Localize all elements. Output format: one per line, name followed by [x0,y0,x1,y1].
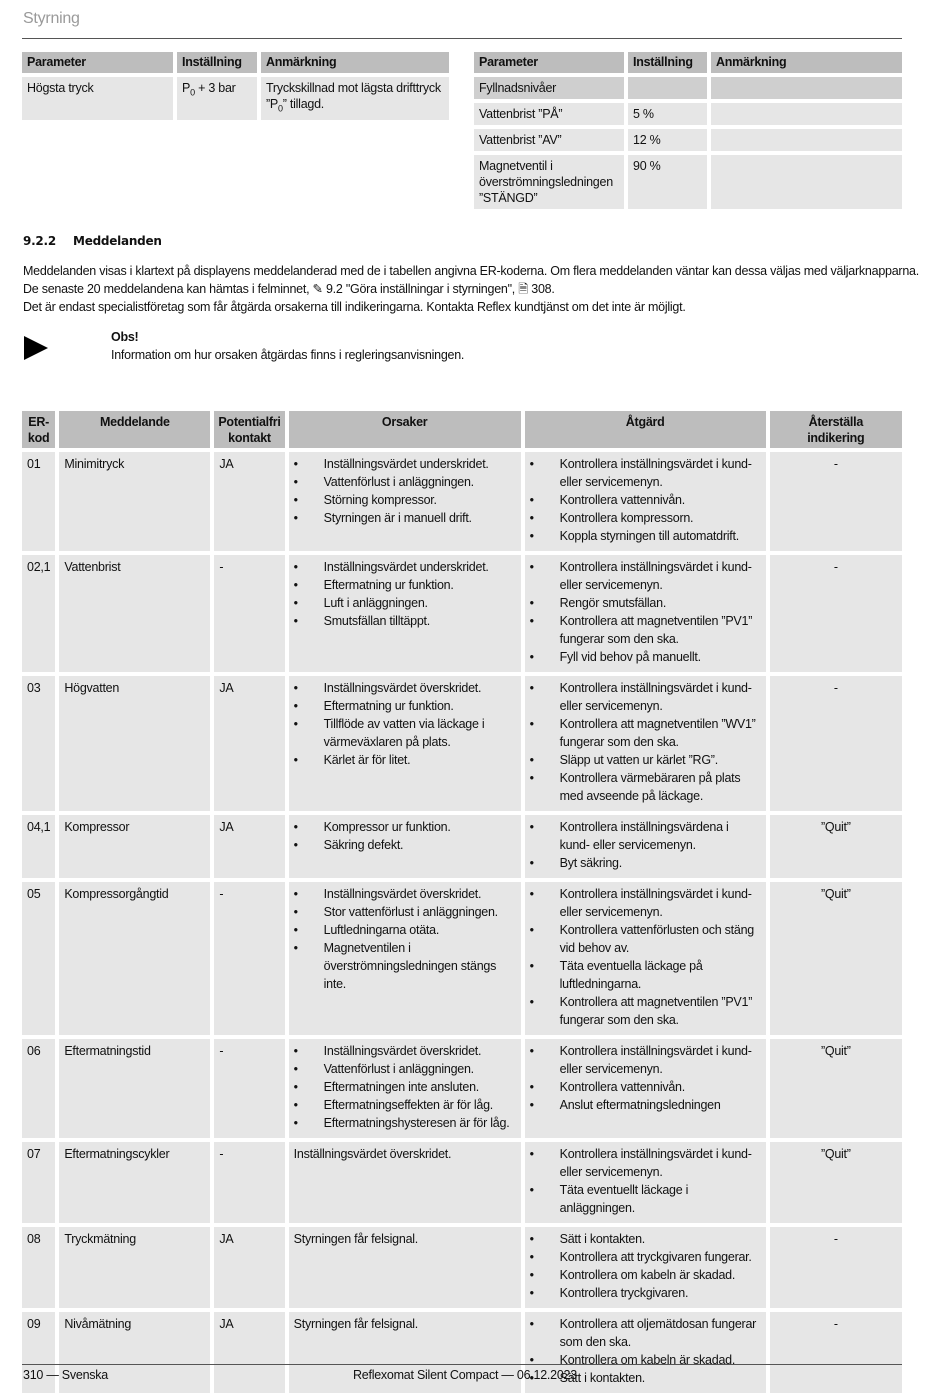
col-header-code: ER- kod [22,411,55,448]
cell-contact: - [214,882,284,1035]
cell-contact: JA [214,1312,284,1393]
cell-setting: 5 % [628,103,707,125]
intro-line: Meddelanden visas i klartext på displayens meddelanderad med de i tabellen angivna ER-koderna. Om flera meddelanden väntar kan dessa väljas med väljarknapparna. [23,264,919,278]
messages-table [18,407,906,1397]
list-item: • Stor vattenförlust i anläggningen. [294,903,516,921]
note-text: Information om hur orsaken åtgärdas finns i regleringsanvisningen. [111,348,465,362]
list-item: • Kompressor ur funktion. [294,818,516,836]
cell-code: 06 [22,1039,55,1138]
col-header-setting: Inställning [628,52,707,73]
actions-list [530,818,761,872]
cell-message: Högvatten [59,676,210,811]
list-item: • Kontrollera kompressorn. [530,509,761,527]
list-item: • Kontrollera att magnetventilen ”WV1” fungerar som den ska. [530,715,761,751]
cell-causes: Styrningen får felsignal. [289,1227,521,1308]
cell-parameter: Högsta tryck [22,77,173,120]
list-item: • Magnetventilen i överströmningsledningen stängs inte. [294,939,516,993]
list-item: • Släpp ut vatten ur kärlet ”RG”. [530,751,761,769]
cell-code: 03 [22,676,55,811]
section-title: Meddelanden [73,234,162,248]
cell-causes [289,676,521,811]
actions-list [530,1230,761,1302]
cell-contact: - [214,1142,284,1223]
cell-contact: - [214,555,284,672]
cell-reset: - [770,1312,902,1393]
list-item: • Eftermatning ur funktion. [294,576,516,594]
list-item: • Tillflöde av vatten via läckage i värmeväxlaren på plats. [294,715,516,751]
list-item: • Fyll vid behov på manuellt. [530,648,761,666]
intro-line: Det är endast specialistföretag som får åtgärda orsakerna till indikeringarna. Kontakta Reflex kundtjänst om det inte är möjligt. [23,300,686,314]
table-row [22,815,902,878]
cell-code: 05 [22,882,55,1035]
actions-list [530,679,761,805]
list-item: • Kontrollera att tryckgivaren fungerar. [530,1248,761,1266]
note-title: Obs! [111,330,139,344]
list-item: • Täta eventuella läckage på luftledningarna. [530,957,761,993]
list-item: • Kontrollera inställningsvärdet i kund- eller servicemenyn. [530,1145,761,1181]
list-item: • Inställningsvärdet överskridet. [294,679,516,697]
list-item: • Vattenförlust i anläggningen. [294,473,516,491]
cell-parameter: Fyllnadsnivåer [474,77,624,99]
cell-parameter: Vattenbrist ”AV” [474,129,624,151]
cell-reset: - [770,555,902,672]
table-row [474,77,902,99]
cell-causes [289,452,521,551]
table-row [22,1039,902,1138]
list-item: • Smutsfällan tilltäppt. [294,612,516,630]
list-item: • Eftermatningseffekten är för låg. [294,1096,516,1114]
cell-note [711,103,902,125]
col-header-note: Anmärkning [261,52,449,73]
cell-reset: ”Quit” [770,882,902,1035]
col-header-reset: Återställa indikering [770,411,902,448]
table-row [22,452,902,551]
running-header: Styrning [23,10,80,27]
cell-setting: 12 % [628,129,707,151]
cell-parameter: Magnetventil i överströmningsledningen ”STÄNGD” [474,155,624,209]
header-rule [22,38,902,39]
intro-text [23,262,928,316]
list-item: • Kontrollera att oljemätdosan fungerar som den ska. [530,1315,761,1351]
parameter-table-left [18,48,453,124]
actions-list [530,558,761,666]
list-item: • Anslut eftermatningsledningen [530,1096,761,1114]
cell-note [711,77,902,99]
cell-reset: - [770,452,902,551]
cell-actions [525,815,766,878]
list-item: • Kontrollera tryckgivaren. [530,1284,761,1302]
footer-doc: Reflexomat Silent Compact — 06.12.2023 [353,1368,577,1382]
list-item: • Störning kompressor. [294,491,516,509]
list-item: • Kontrollera vattennivån. [530,1078,761,1096]
list-item: • Eftermatningen inte ansluten. [294,1078,516,1096]
footer-page: 310 — Svenska [23,1368,108,1382]
col-header-parameter: Parameter [22,52,173,73]
cell-reset: - [770,676,902,811]
list-item: • Luftledningarna otäta. [294,921,516,939]
cell-actions [525,1142,766,1223]
cell-message: Minimitryck [59,452,210,551]
cell-causes [289,1039,521,1138]
cell-message: Eftermatningscykler [59,1142,210,1223]
table-row [474,103,902,125]
cell-reset: - [770,1227,902,1308]
table-row [474,155,902,209]
list-item: • Styrningen är i manuell drift. [294,509,516,527]
list-item: • Kontrollera inställningsvärdet i kund- eller servicemenyn. [530,679,761,715]
cell-actions [525,452,766,551]
causes-list [294,1042,516,1132]
cell-message: Eftermatningstid [59,1039,210,1138]
list-item: • Kontrollera att magnetventilen ”PV1” fungerar som den ska. [530,612,761,648]
cell-message: Kompressorgångtid [59,882,210,1035]
list-item: • Byt säkring. [530,854,761,872]
cell-actions [525,676,766,811]
table-row [22,882,902,1035]
cell-causes: Styrningen får felsignal. [289,1312,521,1393]
cell-actions [525,1227,766,1308]
cell-note: Tryckskillnad mot lägsta drifttryck $”P_0$” tillagd. [261,77,449,120]
note-arrow-icon [24,336,48,360]
list-item: • Säkring defekt. [294,836,516,854]
actions-list [530,1042,761,1114]
cell-setting: 90 % [628,155,707,209]
list-item: • Luft i anläggningen. [294,594,516,612]
table-row [22,1142,902,1223]
causes-list [294,885,516,993]
list-item: • Kontrollera vattenförlusten och stäng vid behov av. [530,921,761,957]
list-item: • Kontrollera att magnetventilen ”PV1” fungerar som den ska. [530,993,761,1029]
col-header-note: Anmärkning [711,52,902,73]
cell-actions [525,882,766,1035]
cell-code: 07 [22,1142,55,1223]
table-row [22,1227,902,1308]
col-header-message: Meddelande [59,411,210,448]
list-item: • Inställningsvärdet överskridet. [294,1042,516,1060]
list-item: • Rengör smutsfällan. [530,594,761,612]
causes-list [294,818,516,854]
cell-message: Kompressor [59,815,210,878]
table-row [474,129,902,151]
cell-contact: - [214,1039,284,1138]
col-header-parameter: Parameter [474,52,624,73]
list-item: • Sätt i kontakten. [530,1369,761,1387]
col-header-causes: Orsaker [289,411,521,448]
cell-code: 09 [22,1312,55,1393]
parameter-table-right [470,48,906,213]
col-header-actions: Åtgärd [525,411,766,448]
cell-reset: ”Quit” [770,815,902,878]
actions-list [530,885,761,1029]
list-item: • Kontrollera inställningsvärdena i kund- eller servicemenyn. [530,818,761,854]
cell-setting [628,77,707,99]
list-item: • Inställningsvärdet underskridet. [294,558,516,576]
list-item: • Vattenförlust i anläggningen. [294,1060,516,1078]
cell-causes [289,815,521,878]
causes-list [294,679,516,769]
table-row [22,555,902,672]
col-header-contact: Potentialfri kontakt [214,411,284,448]
cell-note [711,155,902,209]
cell-contact: JA [214,676,284,811]
cell-causes: Inställningsvärdet överskridet. [289,1142,521,1223]
actions-list [530,455,761,545]
cell-message: Tryckmätning [59,1227,210,1308]
actions-list [530,1145,761,1217]
list-item: • Kärlet är för litet. [294,751,516,769]
list-item: • Kontrollera om kabeln är skadad. [530,1266,761,1284]
cell-reset: ”Quit” [770,1039,902,1138]
cell-setting: $P_0 + 3$ bar [177,77,257,120]
list-item: • Koppla styrningen till automatdrift. [530,527,761,545]
list-item: • Eftermatning ur funktion. [294,697,516,715]
list-item: • Inställningsvärdet överskridet. [294,885,516,903]
causes-list [294,558,516,630]
footer-rule [22,1364,902,1365]
list-item: • Kontrollera inställningsvärdet i kund- eller servicemenyn. [530,885,761,921]
cell-parameter: Vattenbrist ”PÅ” [474,103,624,125]
cell-actions [525,555,766,672]
cell-reset: ”Quit” [770,1142,902,1223]
list-item: • Kontrollera inställningsvärdet i kund- eller servicemenyn. [530,455,761,491]
list-item: • Kontrollera inställningsvärdet i kund- eller servicemenyn. [530,1042,761,1078]
col-header-setting: Inställning [177,52,257,73]
cell-actions [525,1039,766,1138]
messages-table-body [22,452,902,1393]
causes-list [294,455,516,527]
section-heading [23,234,162,248]
intro-line-link[interactable]: De senaste 20 meddelandena kan hämtas i felminnet, ✎ 9.2 "Göra inställningar i styrningen", 🗎 308. [23,282,555,296]
list-item: • Täta eventuellt läckage i anläggningen. [530,1181,761,1217]
cell-contact: JA [214,452,284,551]
cell-code: 04,1 [22,815,55,878]
table-row [22,676,902,811]
list-item: • Inställningsvärdet underskridet. [294,455,516,473]
cell-causes [289,555,521,672]
list-item: • Kontrollera inställningsvärdet i kund- eller servicemenyn. [530,558,761,594]
cell-code: 08 [22,1227,55,1308]
cell-code: 01 [22,452,55,551]
cell-causes [289,882,521,1035]
section-number: 9.2.2 [23,234,56,248]
list-item: • Kontrollera om kabeln är skadad. [530,1351,761,1369]
cell-contact: JA [214,815,284,878]
list-item: • Kontrollera vattennivån. [530,491,761,509]
cell-code: 02,1 [22,555,55,672]
list-item: • Eftermatningshysteresen är för låg. [294,1114,516,1132]
cell-message: Vattenbrist [59,555,210,672]
cell-message: Nivåmätning [59,1312,210,1393]
table-row [22,77,449,120]
cell-contact: JA [214,1227,284,1308]
cell-note [711,129,902,151]
list-item: • Kontrollera värmebäraren på plats med avseende på läckage. [530,769,761,805]
list-item: • Sätt i kontakten. [530,1230,761,1248]
